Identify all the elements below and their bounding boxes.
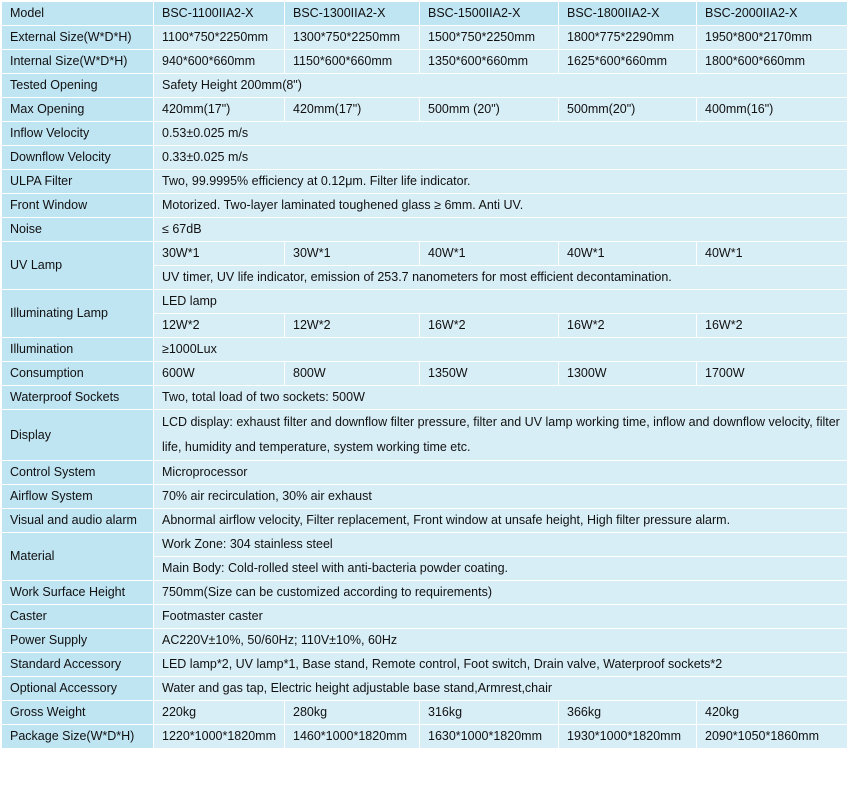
cell-value: 750mm(Size can be customized according to requirements) <box>154 581 848 605</box>
row-label: Consumption <box>2 362 154 386</box>
cell-value: 16W*2 <box>697 314 848 338</box>
cell-value: UV timer, UV life indicator, emission of 253.7 nanometers for most efficient decontamination. <box>154 266 848 290</box>
model-header: BSC-1100IIA2-X <box>154 2 285 26</box>
row-label: Inflow Velocity <box>2 122 154 146</box>
row-label: Airflow System <box>2 485 154 509</box>
row-standard-accessory <box>2 653 848 677</box>
cell-value: 500mm (20") <box>420 98 559 122</box>
row-display <box>2 410 848 461</box>
row-control-system <box>2 461 848 485</box>
cell-value: 940*600*660mm <box>154 50 285 74</box>
cell-value: 280kg <box>285 701 420 725</box>
row-visual-audio-alarm <box>2 509 848 533</box>
cell-value: ≥1000Lux <box>154 338 848 362</box>
cell-value: 40W*1 <box>697 242 848 266</box>
row-label: Power Supply <box>2 629 154 653</box>
cell-value: 2090*1050*1860mm <box>697 725 848 749</box>
cell-value: 1630*1000*1820mm <box>420 725 559 749</box>
cell-value: LCD display: exhaust filter and downflow filter pressure, filter and UV lamp working time, inflow and downflow velocity, filter life, humidity and temperature, system working time etc. <box>154 410 848 461</box>
row-label: External Size(W*D*H) <box>2 26 154 50</box>
cell-value: AC220V±10%, 50/60Hz; 110V±10%, 60Hz <box>154 629 848 653</box>
cell-value: 1150*600*660mm <box>285 50 420 74</box>
cell-value: 1300*750*2250mm <box>285 26 420 50</box>
row-front-window <box>2 194 848 218</box>
cell-value: 420mm(17") <box>285 98 420 122</box>
cell-value: 1220*1000*1820mm <box>154 725 285 749</box>
cell-value: 1800*775*2290mm <box>559 26 697 50</box>
cell-value: 1500*750*2250mm <box>420 26 559 50</box>
row-power-supply <box>2 629 848 653</box>
cell-value: 16W*2 <box>420 314 559 338</box>
cell-value: Footmaster caster <box>154 605 848 629</box>
row-label: Internal Size(W*D*H) <box>2 50 154 74</box>
cell-value: Microprocessor <box>154 461 848 485</box>
row-label: Max Opening <box>2 98 154 122</box>
row-label: Material <box>2 533 154 581</box>
row-package-size <box>2 725 848 749</box>
cell-value: 0.53±0.025 m/s <box>154 122 848 146</box>
row-airflow-system <box>2 485 848 509</box>
row-label: Noise <box>2 218 154 242</box>
cell-value: ≤ 67dB <box>154 218 848 242</box>
row-label: Package Size(W*D*H) <box>2 725 154 749</box>
row-inflow-velocity <box>2 122 848 146</box>
cell-value: 30W*1 <box>154 242 285 266</box>
cell-value: 366kg <box>559 701 697 725</box>
row-label: ULPA Filter <box>2 170 154 194</box>
row-ulpa-filter <box>2 170 848 194</box>
row-optional-accessory <box>2 677 848 701</box>
cell-value: 600W <box>154 362 285 386</box>
row-label: Waterproof Sockets <box>2 386 154 410</box>
row-uv-lamp <box>2 242 848 266</box>
cell-value: 16W*2 <box>559 314 697 338</box>
model-header: BSC-2000IIA2-X <box>697 2 848 26</box>
cell-value: 0.33±0.025 m/s <box>154 146 848 170</box>
row-consumption <box>2 362 848 386</box>
cell-value: Work Zone: 304 stainless steel <box>154 533 848 557</box>
cell-value: 1460*1000*1820mm <box>285 725 420 749</box>
row-label: Optional Accessory <box>2 677 154 701</box>
row-label: Visual and audio alarm <box>2 509 154 533</box>
row-label: Gross Weight <box>2 701 154 725</box>
row-label: Illumination <box>2 338 154 362</box>
row-external-size <box>2 26 848 50</box>
header-row <box>2 2 848 26</box>
row-tested-opening <box>2 74 848 98</box>
cell-value: 40W*1 <box>420 242 559 266</box>
row-label: Illuminating Lamp <box>2 290 154 338</box>
cell-value: 70% air recirculation, 30% air exhaust <box>154 485 848 509</box>
row-label: Standard Accessory <box>2 653 154 677</box>
cell-value: 1350W <box>420 362 559 386</box>
model-header: BSC-1800IIA2-X <box>559 2 697 26</box>
cell-value: LED lamp*2, UV lamp*1, Base stand, Remote control, Foot switch, Drain valve, Waterproof sockets*2 <box>154 653 848 677</box>
cell-value: 500mm(20") <box>559 98 697 122</box>
row-label: Work Surface Height <box>2 581 154 605</box>
cell-value: 1625*600*660mm <box>559 50 697 74</box>
row-illuminating-lamp <box>2 290 848 314</box>
row-max-opening <box>2 98 848 122</box>
cell-value: 400mm(16") <box>697 98 848 122</box>
cell-value: Safety Height 200mm(8") <box>154 74 848 98</box>
row-illumination <box>2 338 848 362</box>
row-noise <box>2 218 848 242</box>
cell-value: 1950*800*2170mm <box>697 26 848 50</box>
cell-value: 1300W <box>559 362 697 386</box>
cell-value: Main Body: Cold-rolled steel with anti-bacteria powder coating. <box>154 557 848 581</box>
model-header: BSC-1500IIA2-X <box>420 2 559 26</box>
row-label: Control System <box>2 461 154 485</box>
row-label: Front Window <box>2 194 154 218</box>
cell-value: Water and gas tap, Electric height adjustable base stand,Armrest,chair <box>154 677 848 701</box>
cell-value: 1350*600*660mm <box>420 50 559 74</box>
row-gross-weight <box>2 701 848 725</box>
row-internal-size <box>2 50 848 74</box>
cell-value: 40W*1 <box>559 242 697 266</box>
cell-value: Abnormal airflow velocity, Filter replacement, Front window at unsafe height, High filter pressure alarm. <box>154 509 848 533</box>
cell-value: 1930*1000*1820mm <box>559 725 697 749</box>
cell-value: 30W*1 <box>285 242 420 266</box>
row-label: Caster <box>2 605 154 629</box>
cell-value: 1700W <box>697 362 848 386</box>
row-label: UV Lamp <box>2 242 154 290</box>
spec-table <box>1 1 848 749</box>
row-caster <box>2 605 848 629</box>
cell-value: 420mm(17") <box>154 98 285 122</box>
row-waterproof-sockets <box>2 386 848 410</box>
row-work-surface-height <box>2 581 848 605</box>
cell-value: 220kg <box>154 701 285 725</box>
cell-value: Two, total load of two sockets: 500W <box>154 386 848 410</box>
row-downflow-velocity <box>2 146 848 170</box>
cell-value: 800W <box>285 362 420 386</box>
cell-value: 1100*750*2250mm <box>154 26 285 50</box>
cell-value: 316kg <box>420 701 559 725</box>
header-label: Model <box>2 2 154 26</box>
cell-value: 12W*2 <box>154 314 285 338</box>
cell-value: 12W*2 <box>285 314 420 338</box>
row-label: Downflow Velocity <box>2 146 154 170</box>
cell-value: LED lamp <box>154 290 848 314</box>
row-label: Display <box>2 410 154 461</box>
row-label: Tested Opening <box>2 74 154 98</box>
cell-value: Two, 99.9995% efficiency at 0.12μm. Filter life indicator. <box>154 170 848 194</box>
cell-value: 420kg <box>697 701 848 725</box>
cell-value: 1800*600*660mm <box>697 50 848 74</box>
model-header: BSC-1300IIA2-X <box>285 2 420 26</box>
row-material <box>2 533 848 557</box>
cell-value: Motorized. Two-layer laminated toughened glass ≥ 6mm. Anti UV. <box>154 194 848 218</box>
